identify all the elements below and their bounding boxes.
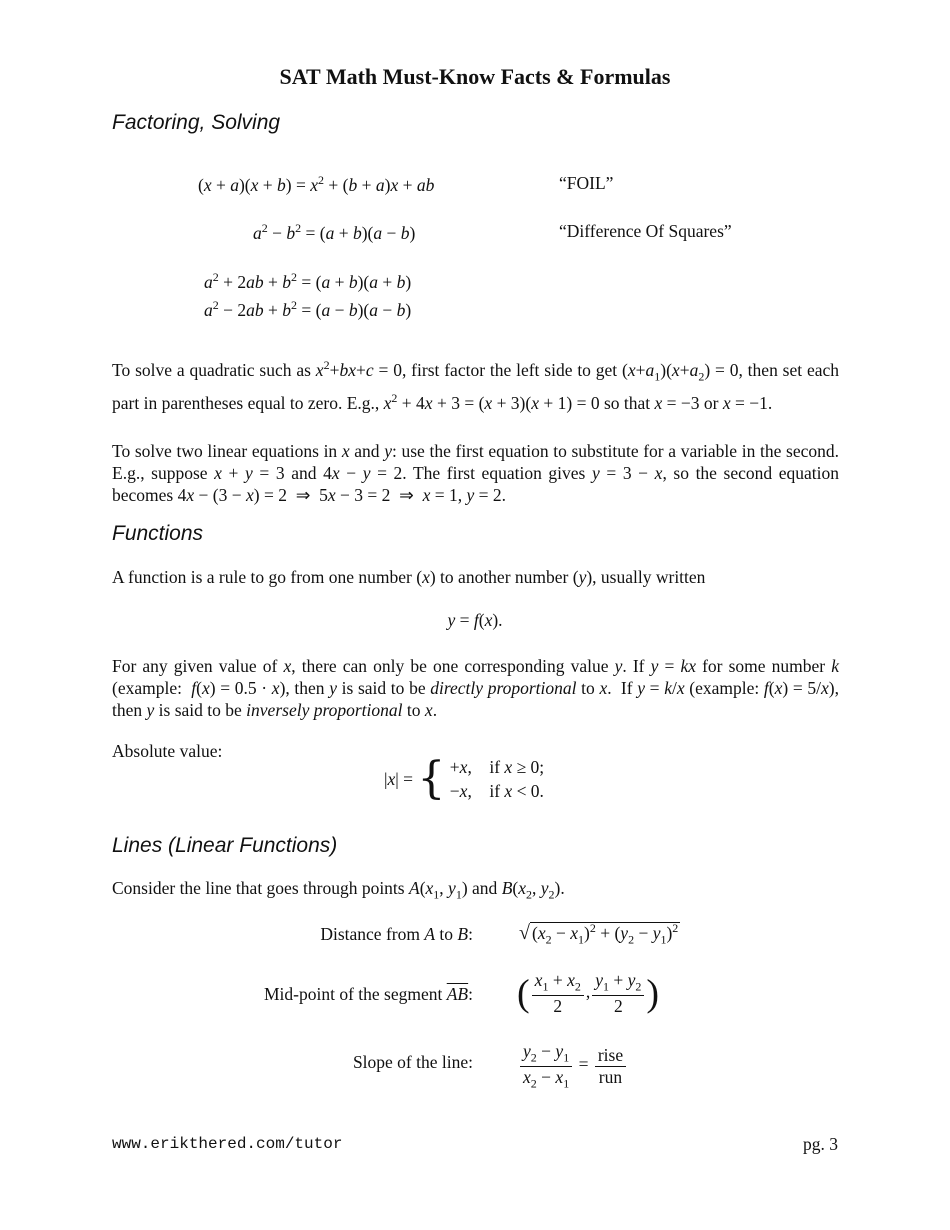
equation-foil: $(x + a)(x + b) = x^2 + (b + a)x$ + ab xyxy=(198,173,435,195)
page-number: pg. 3 xyxy=(803,1134,838,1154)
page-title: SAT Math Must-Know Facts & Formulas xyxy=(279,64,671,89)
equation-difference-of-squares: $a^2 - b^2 = (a + b)(a - b)$ xyxy=(253,221,416,243)
section-heading-lines: Lines (Linear Functions) xyxy=(112,834,338,857)
equation-square-sum: $a^2 + 2ab + b^2 = (a + b)(a + b)$ xyxy=(204,270,412,292)
absolute-value-label: Absolute value: xyxy=(112,741,223,761)
footer-url: www.erikthered.com/tutor xyxy=(112,1135,343,1153)
paragraph-quadratic: To solve a quadratic such as $x^2+bx+c = 0$, first factor the left side to get $(x+a_1)(x+a_2) = 0$, then set each part in parentheses equal to zero. E.g., $x^2 + 4x + 3 = (x + 3)(x + 1) = 0$ so that x = −3 or x = −1. xyxy=(112,358,840,414)
slope-label: Slope of the line: xyxy=(352,1052,473,1072)
midpoint-label: Mid-point of the segment $\overline{AB}$: xyxy=(263,984,473,1004)
equation-square-difference: $a^2 - 2ab + b^2 = (a - b)(a - b)$ xyxy=(204,298,412,320)
distance-label: Distance from A to B: xyxy=(320,924,473,944)
paragraph-line-points: Consider the line that goes through points $A(x_1$, $y_1$) and $B(x_2$, $y_2$). xyxy=(112,878,565,902)
foil-label: “FOIL” xyxy=(559,173,614,193)
section-heading-factoring: Factoring, Solving xyxy=(112,111,281,134)
rise-label: rise xyxy=(595,1045,626,1067)
paragraph-proportional: For any given value of x, there can only be one corresponding value y. If y = kx for some number k (example: f(x) = 0.5 · x), then y is said to be directly proportional to x. If y = k/x (example: f(x) = 5/x), then y is said to be inversely proportional to x. xyxy=(112,656,839,720)
paragraph-function-definition: A function is a rule to go from one number (x) to another number (y), usually written xyxy=(112,567,706,587)
midpoint-formula: ( $\frac{x_1 + x_2}{2}$ , $\frac{y_1 + y_2}{2}$ ) xyxy=(517,970,660,1016)
difference-of-squares-label: “Difference Of Squares” xyxy=(559,221,732,241)
equation-absolute-value: |x| = { +x, if x ≥ 0; −x, if x < 0. xyxy=(384,753,545,804)
slope-formula: $\frac{y_2 - y_1}{x_2 - x_1}$ = $\frac{\text{rise}}{\text{run}}$ xyxy=(518,1041,628,1091)
distance-formula: √ $(x_2 - x_1)^2 + (y_2 - y_1)^2$ xyxy=(519,921,679,947)
paragraph-linear-system: To solve two linear equations in x and y: use the first equation to substitute for a variable in the second. E.g., suppose x + y = 3 and 4x − y = 2. The first equation gives y = 3 − x, so the second equation becomes 4x − (3 − x) = 2 ⇒ 5x − 3 = 2 ⇒ x = 1, y = 2. xyxy=(112,441,840,505)
run-label: run xyxy=(598,1066,623,1087)
equation-function: y = f(x). xyxy=(447,610,503,630)
section-heading-functions: Functions xyxy=(112,522,204,545)
